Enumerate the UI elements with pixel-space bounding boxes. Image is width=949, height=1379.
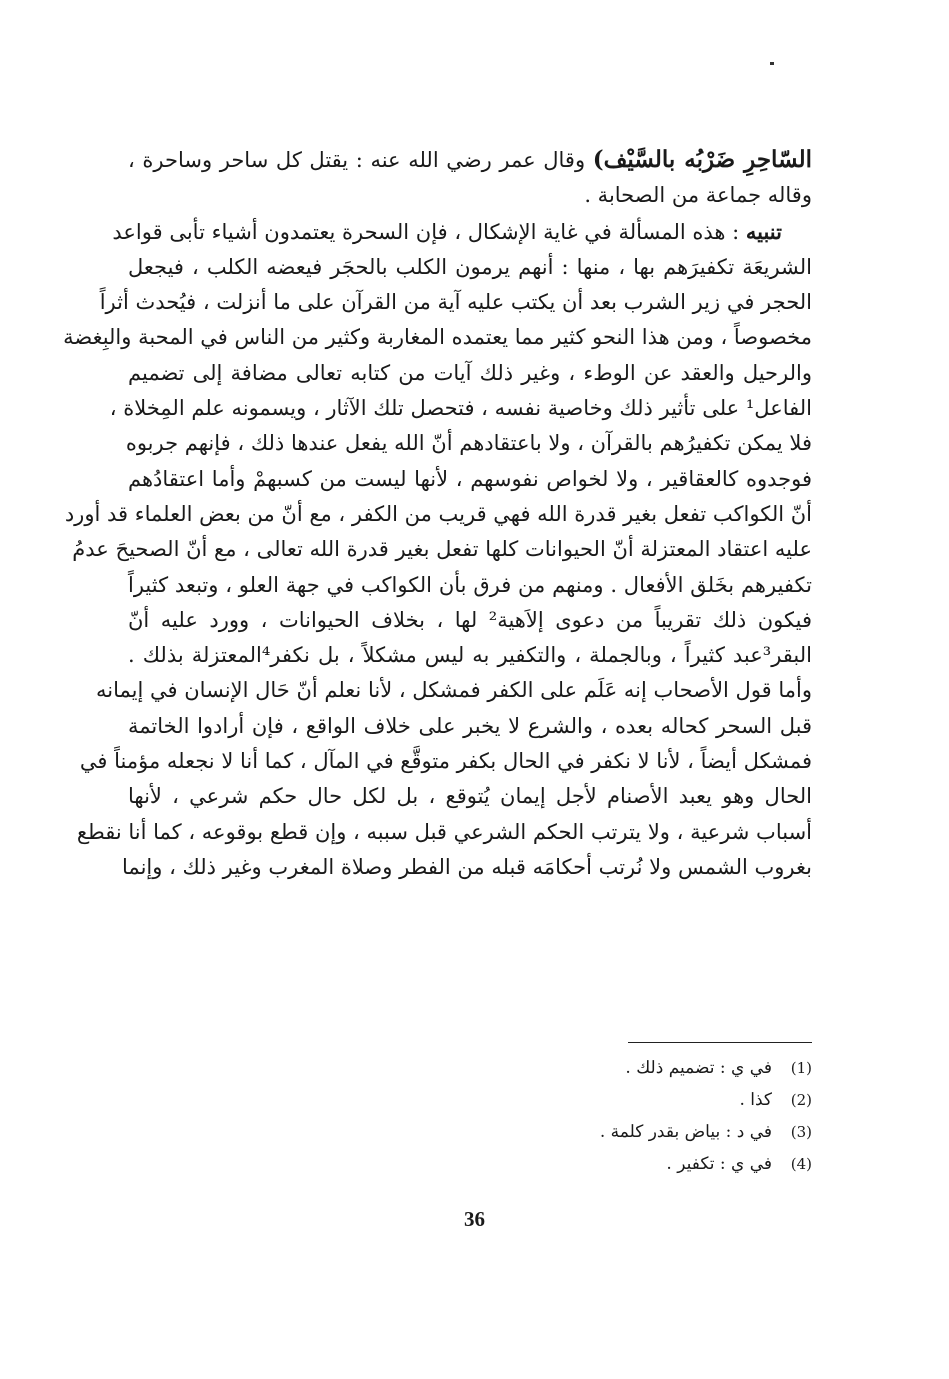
main-text (63, 142, 812, 885)
text-line (128, 250, 812, 285)
text-line (128, 709, 812, 744)
page-number: 36 (464, 1207, 485, 1231)
line-text: عليه اعتقاد المعتزلة أنّ الحيوانات كلها تفعل بغير قدرة الله تعالى ، مع أنّ الصحيحَ عدمُ (72, 537, 812, 562)
line-text: والرحيل والعقد عن الوطء ، وغير ذلك آيات من كتابه تعالى مضافة إلى تضميم (128, 360, 812, 385)
text-line (63, 320, 812, 355)
footnote-number: (2) (790, 1091, 812, 1109)
text-line (128, 779, 812, 814)
line-text: الشريعَة تكفيرَهم بها ، منها : أنهم يرمون الكلب بالحجَر فيعضه الكلب ، فيجعل (128, 254, 812, 279)
footnote-1 (540, 1052, 812, 1084)
section-label: تنبيه (745, 218, 782, 244)
line-text: الحجر في زير الشرب بعد أن يكتب عليه آية من القرآن على ما أنزلت ، فيُحدث أثراً (99, 290, 812, 315)
line-text: وقال عمر رضي الله عنه : يقتل كل ساحر وساحرة ، (128, 148, 593, 172)
footnote-text: كذا . (739, 1090, 772, 1110)
text-line (128, 638, 812, 673)
text-line (125, 426, 812, 461)
line-text: وقاله جماعة من الصحابة . (584, 183, 812, 208)
line-text: أسباب شرعية ، ولا يترتب الحكم الشرعي قبل سببه ، وإن قطع بوقوعه ، كما أنا نقطع (76, 819, 812, 844)
text-line (64, 497, 812, 532)
line-text: فيكون ذلك تقريباً من دعوى إلاَهية² لها ، بخلاف الحيوانات ، وورد عليه أنّ (128, 607, 812, 632)
quoted-phrase: السّاحِرِ ضَرْبُه بالسَّيْف) (592, 146, 812, 173)
footnote-text: في ي : تضميم ذلك . (625, 1058, 772, 1078)
text-line (109, 391, 812, 426)
line-text: فلا يمكن تكفيرُهم بالقرآن ، ولا باعتقادهم أنّ الله يفعل عندها ذلك ، فإنهم جربوه (125, 431, 812, 456)
text-line (128, 142, 812, 178)
line-text: الفاعل¹ على تأثير ذلك وخاصية نفسه ، فتحصل تلك الآثار ، ويسمونه علم المِخلاة ، (109, 396, 812, 421)
text-line (99, 285, 812, 320)
line-text: فمشكل أيضاً ، لأنا لا نكفر في الحال بكفر متوقَّع في المآل ، كما أنا لا نجعله مؤمناً في (79, 749, 812, 774)
line-text: قبل السحر كحاله بعده ، والشرع لا يخبر على خلاف الواقع ، فإن أرادوا الخاتمة (128, 713, 812, 738)
scan-speck (770, 62, 774, 65)
footnote-text: في د : بياض بقدر كلمة . (599, 1122, 772, 1142)
text-line (128, 356, 812, 391)
line-text: وأما قول الأصحاب إنه عَلَم على الكفر فمشكل ، لأنا نعلم أنّ حَال الإنسان في إيمانه (96, 678, 812, 703)
line-text: مخصوصاً ، ومن هذا النحو كثير مما يعتمده المغاربة وكثير من الناس في المحبة والبِغضة (63, 325, 812, 350)
text-line (128, 462, 812, 497)
footnote-4 (540, 1148, 812, 1180)
line-text: تكفيرهم بخَلق الأفعال . ومنهم من فرق بأن الكواكب في جهة العلو ، وتبعد كثيراً (128, 572, 812, 597)
footnote-separator (628, 1042, 812, 1043)
line-text: : هذه المسألة في غاية الإشكال ، فإن السحرة يعتمدون أشياء تأبى قواعد (112, 219, 746, 244)
text-line (76, 815, 812, 850)
footnotes (540, 1052, 812, 1180)
footnote-text: في ي : تكفير . (666, 1154, 772, 1174)
footnote-2 (540, 1084, 812, 1116)
text-line (72, 532, 812, 567)
line-text: فوجدوه كالعقاقير ، ولا لخواص نفوسهم ، لأنها ليست من كسبهمْ وأما اعتقادُهم (128, 466, 812, 491)
text-line (79, 744, 812, 779)
text-line (112, 214, 812, 250)
text-line (128, 603, 812, 638)
text-line (96, 673, 812, 708)
line-text: بغروب الشمس ولا نُرتب أحكامَه قبله من الفطر وصلاة المغرب وغير ذلك ، وإنما (122, 854, 812, 879)
footnote-number: (1) (790, 1059, 812, 1077)
line-text: أنّ الكواكب تفعل بغير قدرة الله فهي قريب من الكفر ، مع أنّ من بعض العلماء قد أورد (64, 501, 812, 526)
footnote-number: (4) (790, 1155, 812, 1173)
line-text: الحال وهو يعبد الأصنام لأجل إيمان يُتوقع ، بل لكل حال حكم شرعي ، لأنها (128, 784, 812, 809)
footnote-3 (540, 1116, 812, 1148)
line-text: البقر³عبد كثيراً ، وبالجملة ، والتكفير به ليس مشكلاً ، بل نكفر⁴المعتزلة بذلك . (128, 643, 812, 668)
footnote-number: (3) (790, 1123, 812, 1141)
text-line (122, 850, 812, 885)
text-line (128, 178, 812, 213)
text-line (128, 568, 812, 603)
